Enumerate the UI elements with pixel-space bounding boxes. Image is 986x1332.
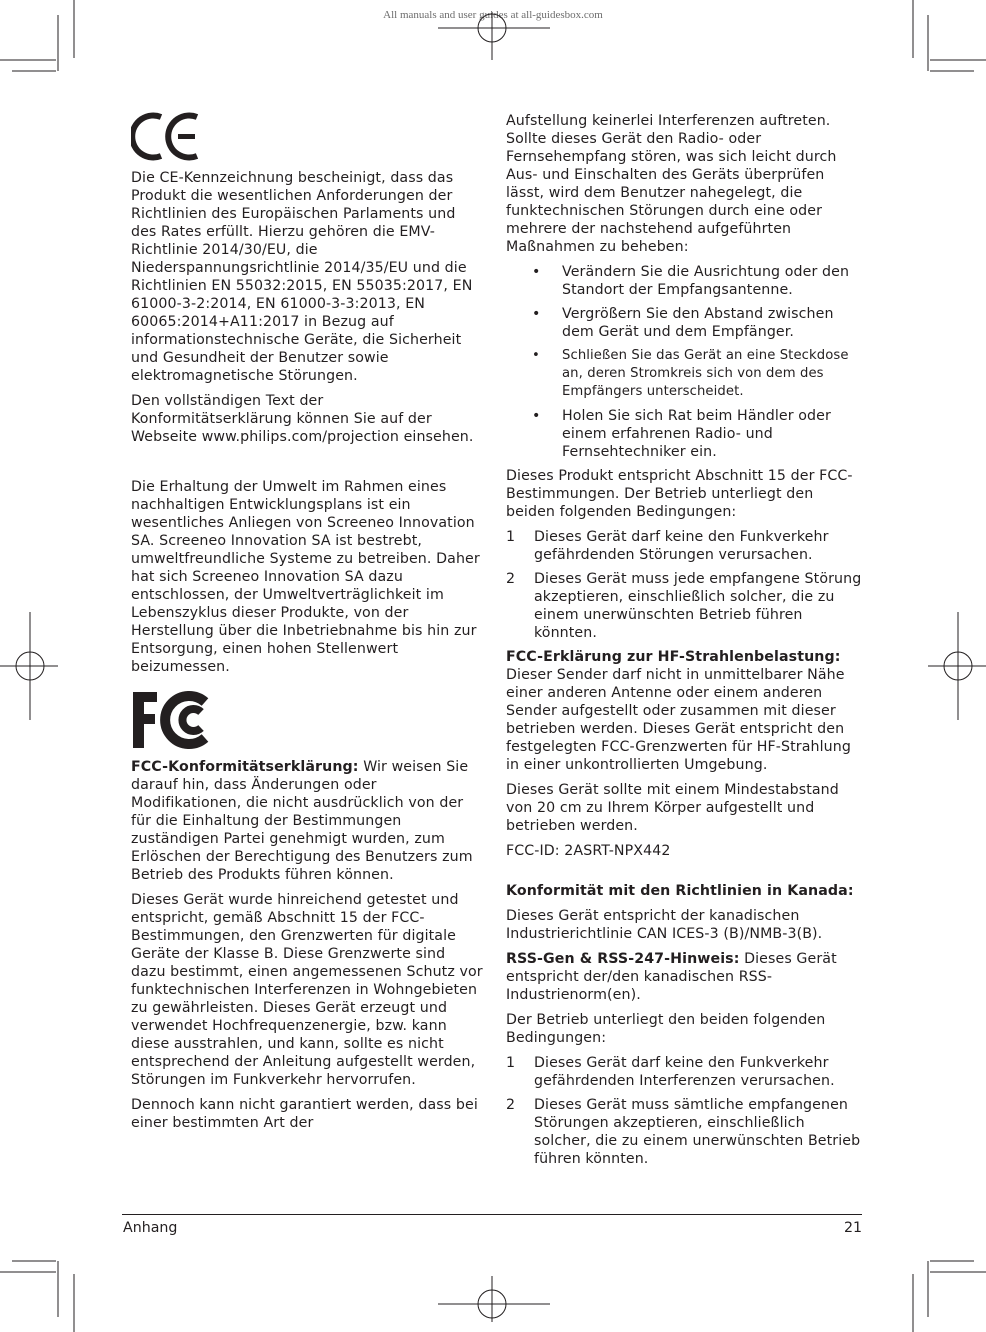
list-number: 2: [506, 571, 516, 587]
fcc-declaration-text: Wir weisen Sie darauf hin, dass Änderungen oder Modifikationen, die nicht ausdrücklich von der für die Einhaltung der Bestimmungen zuständigen Partei genehmigt wurden, zum Erlöschen der Berechtigung des Benutzers zum Betrieb des Produkts führen können.: [131, 759, 473, 883]
list-item: [506, 528, 864, 564]
list-text: Dieses Gerät muss jede empfangene Störung akzeptieren, einschließlich solcher, die zu einem unerwünschten Betrieb führen könnten.: [534, 571, 862, 641]
footer-section: Anhang: [123, 1220, 178, 1236]
left-column: [131, 111, 483, 1139]
list-text: Dieses Gerät darf keine den Funkverkehr gefährdenden Störungen verursachen.: [534, 529, 829, 563]
bullet-text: Schließen Sie das Gerät an eine Steckdose an, deren Stromkreis sich von dem des Empfängers unterscheidet.: [562, 348, 849, 399]
continuation-text: Aufstellung keinerlei Interferenzen auftreten. Sollte dieses Gerät den Radio- oder Fernsehempfang stören, was sich leicht durch Aus- und Einschalten des Geräts überprüfen lässt, wird dem Benutzer nahegelegt, die funktechnischen Störungen durch eine oder mehrere der nachstehend aufgeführten Maßnahmen zu beheben:: [506, 113, 837, 255]
rss-notice: [506, 950, 864, 1004]
rf-exposure: [506, 648, 864, 774]
conformity-text: Den vollständigen Text der Konformitätserklärung können Sie auf der Webseite www.philips.com/projection einsehen.: [131, 393, 474, 445]
rf-exposure-text: Dieser Sender darf nicht in unmittelbarer Nähe einer anderen Antenne oder einem anderen Sender aufgestellt oder zusammen mit dieser betrieben werden. Dieses Gerät entspricht den festgelegten FCC-Grenzwerten für HF-Strahlung in einer unkontrollierten Umgebung.: [506, 667, 851, 773]
list-number: 1: [506, 529, 516, 545]
list-item: [506, 1096, 864, 1168]
list-text: Dieses Gerät darf keine den Funkverkehr gefährdenden Interferenzen verursachen.: [534, 1055, 835, 1089]
environment-text: Die Erhaltung der Umwelt im Rahmen eines nachhaltigen Entwicklungsplans ist ein wesentliches Anliegen von Screeneo Innovation SA. Screeneo Innovation SA ist bestrebt, umweltfreundliche Systeme zu betreiben. Daher hat sich Screeneo Innovation SA dazu entschlossen, der Umweltverträglichkeit im Lebenszyklus dieser Produkte, von der Herstellung über die Inbetriebnahme bis hin zur Entsorgung, einen hohen Stellenwert beizumessen.: [131, 479, 480, 675]
bullet-text: Holen Sie sich Rat beim Händler oder einem erfahrenen Radio- und Fernsehtechniker ein.: [562, 408, 831, 460]
list-item: [506, 347, 864, 401]
fcc15-text: Dieses Produkt entspricht Abschnitt 15 der FCC-Bestimmungen. Der Betrieb unterliegt den beiden folgenden Bedingungen:: [506, 468, 853, 520]
fcc-declaration-heading: FCC-Konformitätserklärung:: [131, 759, 359, 775]
watermark: All manuals and user guides at all-guidesbox.com: [383, 9, 603, 21]
ce-text: Die CE-Kennzeichnung bescheinigt, dass das Produkt die wesentlichen Anforderungen der Richtlinien des Europäischen Parlaments und des Rates erfüllt. Hierzu gehören die EMV-Richtlinie 2014/30/EU, die Niederspannungsrichtlinie 2014/35/EU und die Richtlinien EN 55032:2015, EN 55035:2017, EN 61000-3-2:2014, EN 61000-3-3:2013, EN 60065:2014+A11:2017 in Bezug auf informationstechnische Geräte, die Sicherheit und Gesundheit der Benutzer sowie elektromagnetische Störungen.: [131, 170, 473, 384]
ce-mark-icon: [131, 111, 201, 161]
right-column: [506, 112, 864, 1174]
list-text: Dieses Gerät muss sämtliche empfangenen Störungen akzeptieren, einschließlich solcher, die zu einem unerwünschten Betrieb führen könnten.: [534, 1097, 861, 1167]
canada-text: Dieses Gerät entspricht der kanadischen Industrierichtlinie CAN ICES-3 (B)/NMB-3(B).: [506, 908, 823, 942]
nevertheless-text: Dennoch kann nicht garantiert werden, dass bei einer bestimmten Art der: [131, 1097, 478, 1131]
list-item: [506, 570, 864, 642]
rf-exposure-heading: FCC-Erklärung zur HF-Strahlenbelastung:: [506, 649, 841, 665]
canada-conditions-intro: Der Betrieb unterliegt den beiden folgenden Bedingungen:: [506, 1012, 826, 1046]
bullet-marker: •: [532, 348, 540, 363]
fcc-declaration: [131, 758, 483, 884]
list-item: [506, 263, 864, 299]
list-item: [506, 407, 864, 461]
list-item: [506, 305, 864, 341]
page-number: 21: [843, 1220, 862, 1236]
bullet-text: Verändern Sie die Ausrichtung oder den Standort der Empfangsantenne.: [562, 264, 850, 298]
bullet-marker: •: [532, 264, 541, 280]
distance-text: Dieses Gerät sollte mit einem Mindestabstand von 20 cm zu Ihrem Körper aufgestellt und betrieben werden.: [506, 782, 839, 834]
tested-text: Dieses Gerät wurde hinreichend getestet und entspricht, gemäß Abschnitt 15 der FCC-Bestimmungen, den Grenzwerten für digitale Geräte der Klasse B. Diese Grenzwerte sind dazu bestimmt, einen angemessenen Schutz vor funktechnischen Interferenzen in Wohngebieten zu gewährleisten. Dieses Gerät erzeugt und verwendet Hochfrequenzenergie, bzw. kann diese ausstrahlen, und kann, sollte es nicht entsprechend der Anleitung aufgestellt werden, Störungen im Funkverkehr hervorrufen.: [131, 892, 483, 1088]
list-number: 2: [506, 1097, 516, 1113]
fcc-id: FCC-ID: 2ASRT-NPX442: [506, 843, 671, 859]
rss-heading: RSS-Gen & RSS-247-Hinweis:: [506, 951, 740, 967]
bullet-text: Vergrößern Sie den Abstand zwischen dem Gerät und dem Empfänger.: [562, 306, 834, 340]
bullet-marker: •: [532, 306, 541, 322]
list-number: 1: [506, 1055, 516, 1071]
canada-heading: Konformität mit den Richtlinien in Kanada:: [506, 883, 854, 899]
rss-text: Dieses Gerät entspricht der/den kanadischen RSS-Industrienorm(en).: [506, 951, 837, 1003]
footer-divider: [122, 1214, 862, 1215]
list-item: [506, 1054, 864, 1090]
fcc-logo-icon: [131, 690, 215, 750]
bullet-marker: •: [532, 408, 541, 424]
